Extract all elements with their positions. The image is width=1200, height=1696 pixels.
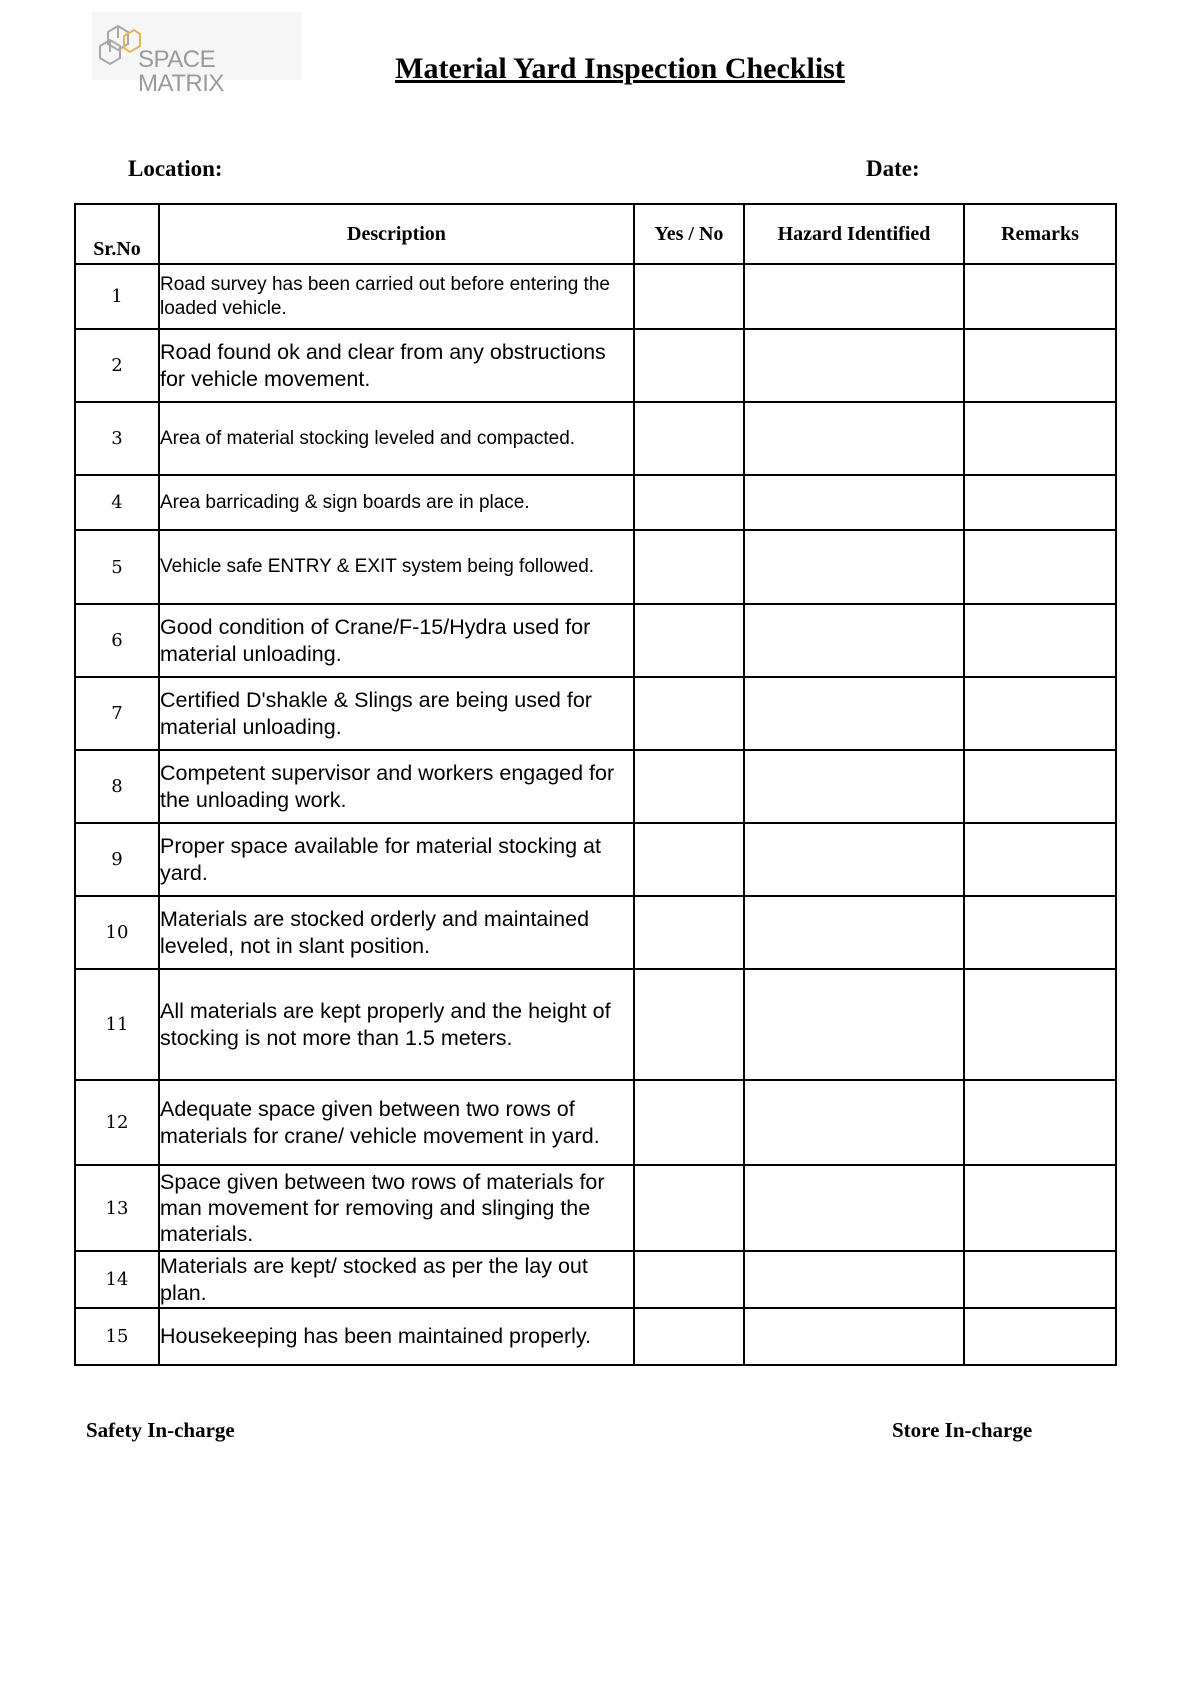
table-row xyxy=(75,969,1116,1080)
row-remarks-cell[interactable] xyxy=(964,475,1116,530)
row-sr-no: 10 xyxy=(75,896,159,969)
row-sr-no: 9 xyxy=(75,823,159,896)
row-remarks-cell[interactable] xyxy=(964,823,1116,896)
table-row xyxy=(75,402,1116,475)
table-row xyxy=(75,530,1116,604)
row-hazard-cell[interactable] xyxy=(744,329,964,402)
row-yes-no-cell[interactable] xyxy=(634,264,744,329)
row-remarks-cell[interactable] xyxy=(964,1308,1116,1365)
row-description: Road survey has been carried out before entering the loaded vehicle. xyxy=(159,264,634,329)
row-yes-no-cell[interactable] xyxy=(634,604,744,677)
row-yes-no-cell[interactable] xyxy=(634,530,744,604)
row-remarks-cell[interactable] xyxy=(964,1165,1116,1251)
row-sr-no: 3 xyxy=(75,402,159,475)
row-remarks-cell[interactable] xyxy=(964,750,1116,823)
row-description: Vehicle safe ENTRY & EXIT system being followed. xyxy=(159,530,634,604)
row-hazard-cell[interactable] xyxy=(744,1080,964,1165)
row-description: All materials are kept properly and the height of stocking is not more than 1.5 meters. xyxy=(159,969,634,1080)
store-incharge-signature-label: Store In-charge xyxy=(892,1418,1033,1442)
row-description: Good condition of Crane/F-15/Hydra used for material unloading. xyxy=(159,604,634,677)
table-row xyxy=(75,823,1116,896)
row-sr-no: 11 xyxy=(75,969,159,1080)
row-sr-no: 6 xyxy=(75,604,159,677)
row-remarks-cell[interactable] xyxy=(964,969,1116,1080)
table-row xyxy=(75,677,1116,750)
row-description: Housekeeping has been maintained properly. xyxy=(159,1308,634,1365)
row-description: Area barricading & sign boards are in place. xyxy=(159,475,634,530)
row-description: Adequate space given between two rows of materials for crane/ vehicle movement in yard. xyxy=(159,1080,634,1165)
row-sr-no: 1 xyxy=(75,264,159,329)
row-yes-no-cell[interactable] xyxy=(634,896,744,969)
checklist-table xyxy=(74,203,1117,1366)
row-remarks-cell[interactable] xyxy=(964,604,1116,677)
row-remarks-cell[interactable] xyxy=(964,329,1116,402)
row-remarks-cell[interactable] xyxy=(964,264,1116,329)
row-sr-no: 15 xyxy=(75,1308,159,1365)
row-yes-no-cell[interactable] xyxy=(634,969,744,1080)
row-hazard-cell[interactable] xyxy=(744,823,964,896)
row-hazard-cell[interactable] xyxy=(744,1165,964,1251)
header-description: Description xyxy=(159,204,634,264)
row-yes-no-cell[interactable] xyxy=(634,1080,744,1165)
row-sr-no: 12 xyxy=(75,1080,159,1165)
row-description: Materials are stocked orderly and maintained leveled, not in slant position. xyxy=(159,896,634,969)
row-remarks-cell[interactable] xyxy=(964,1251,1116,1308)
page-title: Material Yard Inspection Checklist xyxy=(395,52,845,85)
location-label: Location: xyxy=(128,156,223,181)
row-sr-no: 4 xyxy=(75,475,159,530)
row-remarks-cell[interactable] xyxy=(964,1080,1116,1165)
table-row xyxy=(75,1165,1116,1251)
row-yes-no-cell[interactable] xyxy=(634,1251,744,1308)
table-row xyxy=(75,475,1116,530)
row-yes-no-cell[interactable] xyxy=(634,677,744,750)
table-header-row xyxy=(75,204,1116,264)
table-row xyxy=(75,264,1116,329)
row-sr-no: 5 xyxy=(75,530,159,604)
row-sr-no: 7 xyxy=(75,677,159,750)
row-remarks-cell[interactable] xyxy=(964,677,1116,750)
row-yes-no-cell[interactable] xyxy=(634,1165,744,1251)
table-row xyxy=(75,1251,1116,1308)
row-remarks-cell[interactable] xyxy=(964,896,1116,969)
header-sr-no: Sr.No xyxy=(75,204,159,264)
row-hazard-cell[interactable] xyxy=(744,1251,964,1308)
row-hazard-cell[interactable] xyxy=(744,969,964,1080)
header-yes-no: Yes / No xyxy=(634,204,744,264)
table-row xyxy=(75,750,1116,823)
row-sr-no: 13 xyxy=(75,1165,159,1251)
row-description: Materials are kept/ stocked as per the lay out plan. xyxy=(159,1251,634,1308)
date-label: Date: xyxy=(866,156,920,181)
row-hazard-cell[interactable] xyxy=(744,530,964,604)
table-row xyxy=(75,1308,1116,1365)
row-hazard-cell[interactable] xyxy=(744,264,964,329)
row-description: Certified D'shakle & Slings are being used for material unloading. xyxy=(159,677,634,750)
header-hazard-identified: Hazard Identified xyxy=(744,204,964,264)
row-hazard-cell[interactable] xyxy=(744,677,964,750)
table-row xyxy=(75,1080,1116,1165)
row-description: Area of material stocking leveled and compacted. xyxy=(159,402,634,475)
logo-brand-text: SPACE MATRIX xyxy=(138,46,224,97)
row-yes-no-cell[interactable] xyxy=(634,475,744,530)
table-row xyxy=(75,896,1116,969)
row-hazard-cell[interactable] xyxy=(744,750,964,823)
row-remarks-cell[interactable] xyxy=(964,530,1116,604)
row-yes-no-cell[interactable] xyxy=(634,1308,744,1365)
safety-incharge-signature-label: Safety In-charge xyxy=(86,1418,235,1442)
row-sr-no: 14 xyxy=(75,1251,159,1308)
row-hazard-cell[interactable] xyxy=(744,475,964,530)
row-yes-no-cell[interactable] xyxy=(634,329,744,402)
row-description: Road found ok and clear from any obstructions for vehicle movement. xyxy=(159,329,634,402)
header-remarks: Remarks xyxy=(964,204,1116,264)
row-description: Competent supervisor and workers engaged for the unloading work. xyxy=(159,750,634,823)
table-row xyxy=(75,329,1116,402)
row-yes-no-cell[interactable] xyxy=(634,823,744,896)
row-sr-no: 8 xyxy=(75,750,159,823)
row-description: Space given between two rows of materials for man movement for removing and slinging the materials. xyxy=(159,1165,634,1251)
row-hazard-cell[interactable] xyxy=(744,896,964,969)
row-yes-no-cell[interactable] xyxy=(634,402,744,475)
row-hazard-cell[interactable] xyxy=(744,1308,964,1365)
row-description: Proper space available for material stocking at yard. xyxy=(159,823,634,896)
row-yes-no-cell[interactable] xyxy=(634,750,744,823)
row-hazard-cell[interactable] xyxy=(744,604,964,677)
row-hazard-cell[interactable] xyxy=(744,402,964,475)
table-row xyxy=(75,604,1116,677)
row-sr-no: 2 xyxy=(75,329,159,402)
row-remarks-cell[interactable] xyxy=(964,402,1116,475)
